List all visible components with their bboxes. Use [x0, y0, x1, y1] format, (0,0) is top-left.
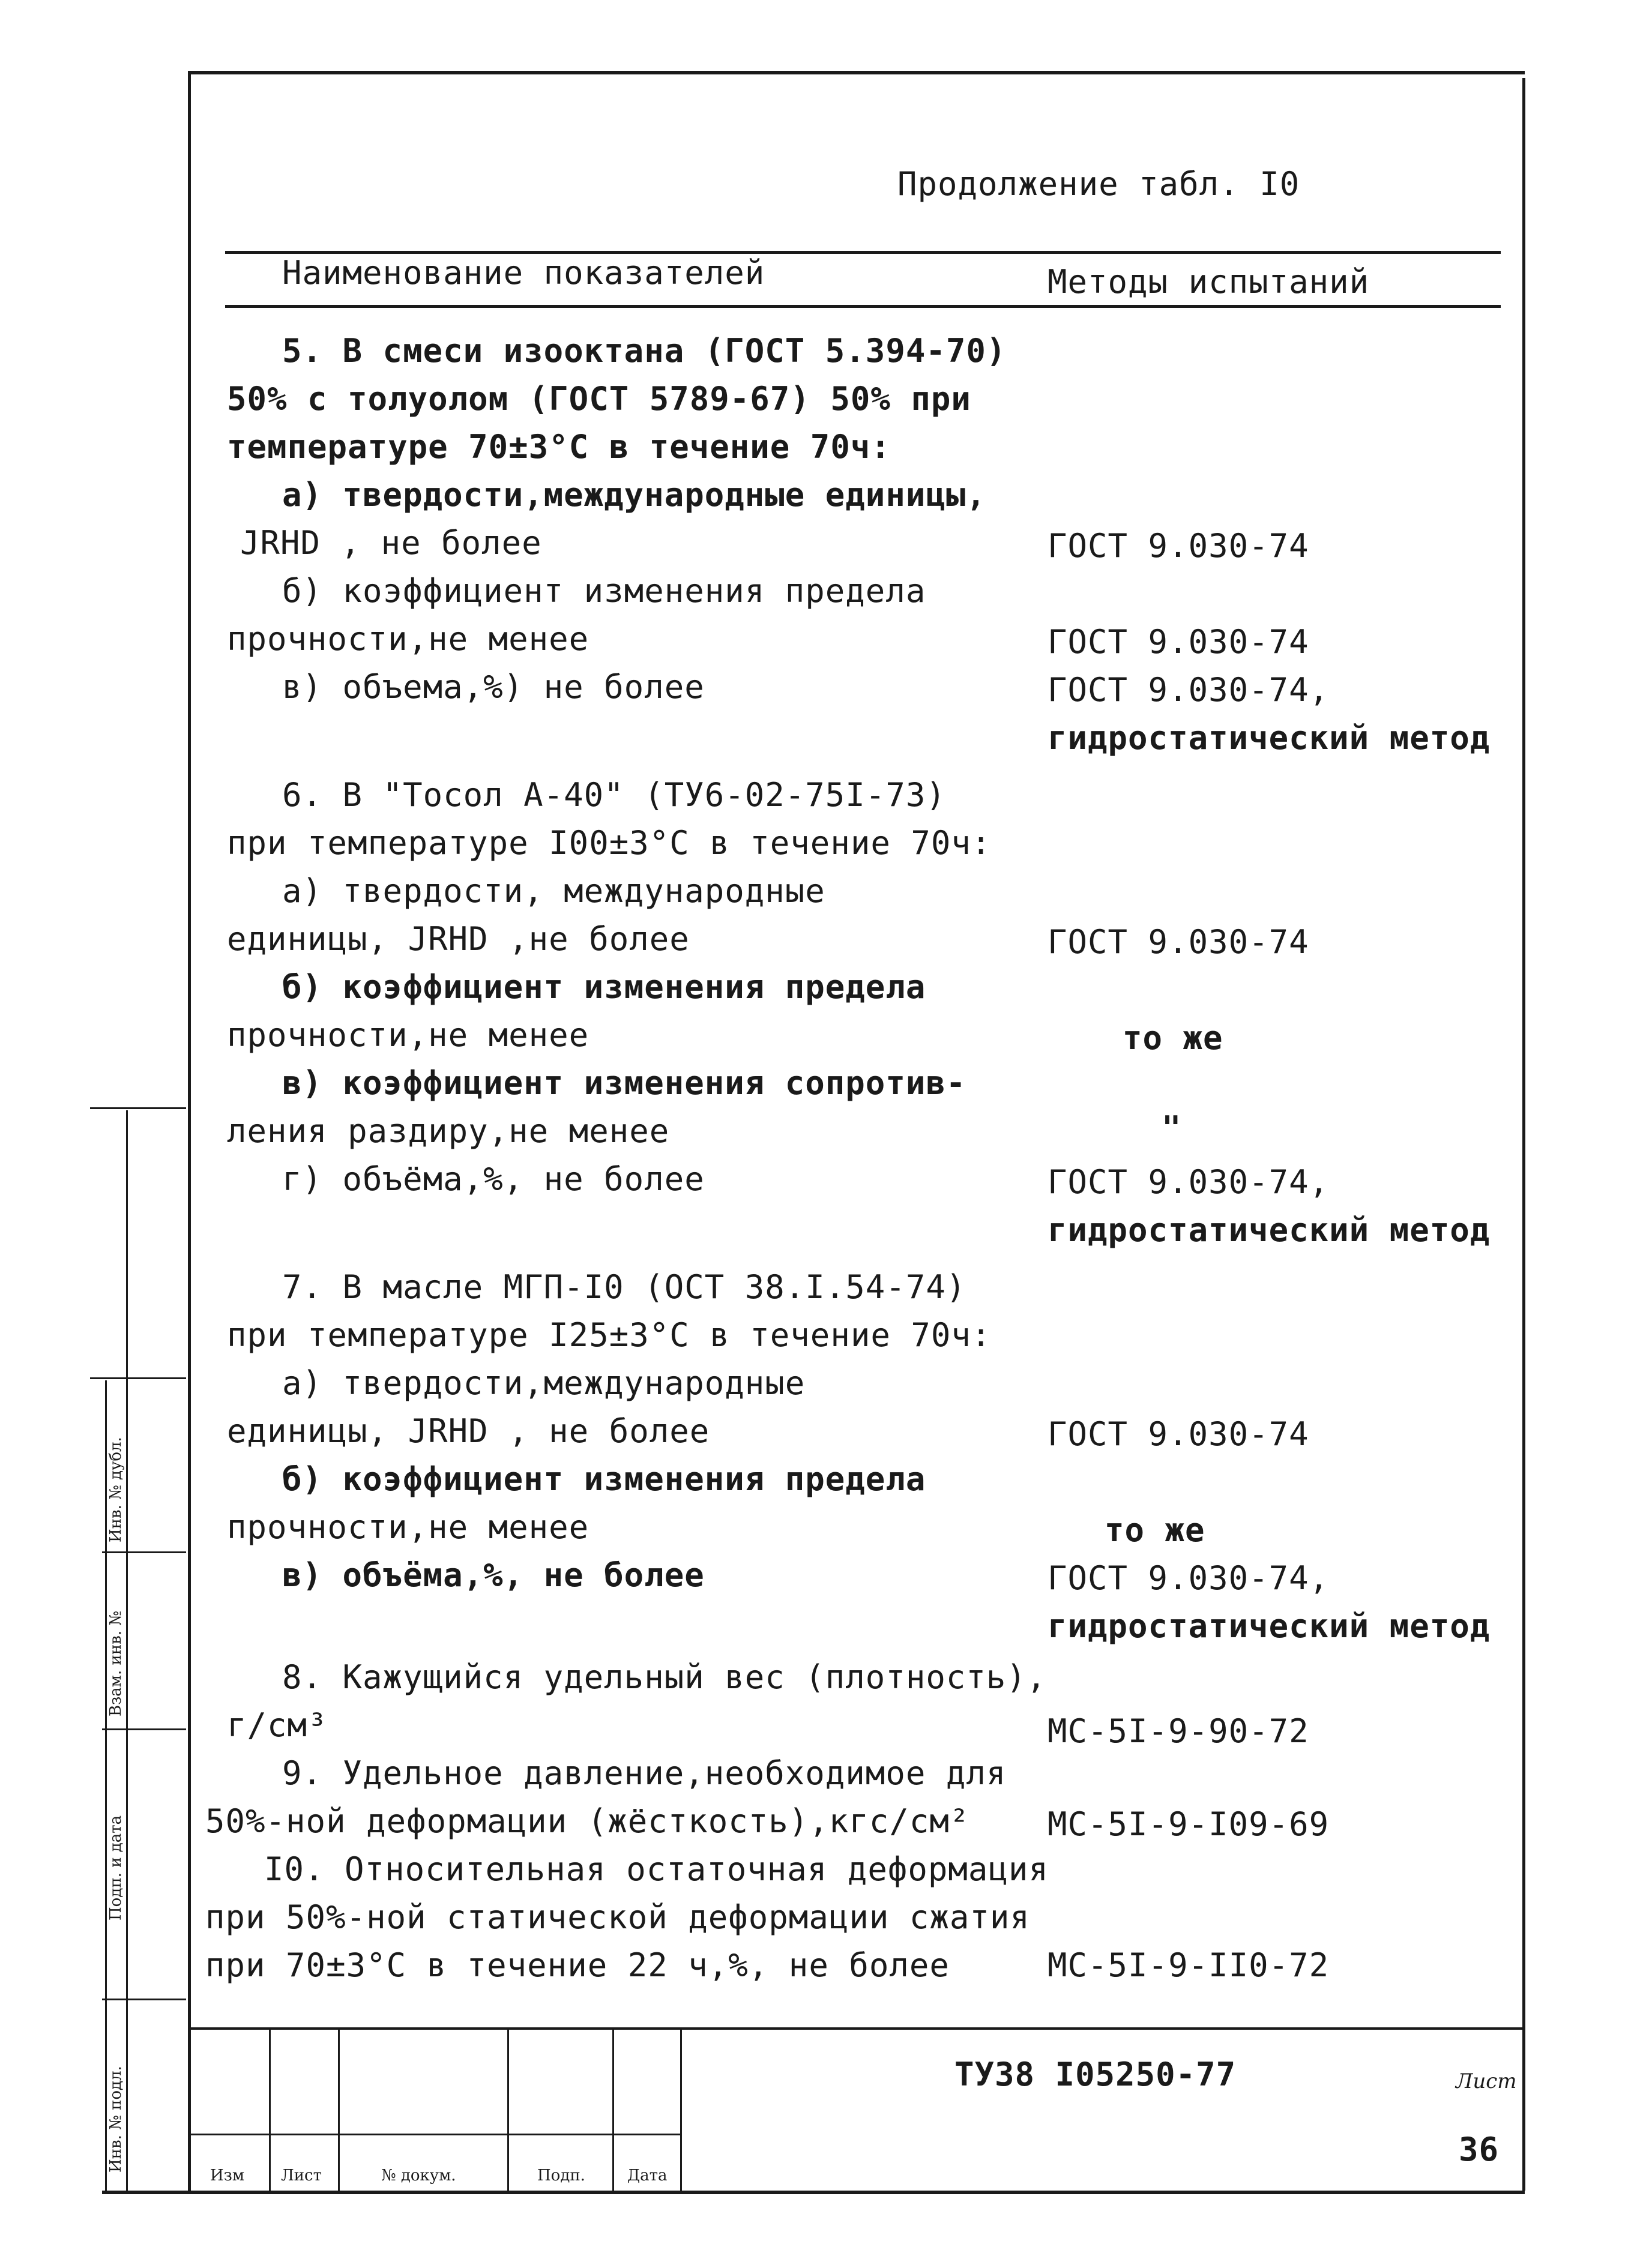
table-row: 50%-ной деформации (жёсткость),кгс/см² [205, 1802, 970, 1840]
sheet-label: Лист [1456, 2069, 1517, 2093]
stamp-top-rule [189, 2027, 1525, 2030]
method-cell: гидростатический метод [1048, 1607, 1491, 1645]
table-row: а) твердости, международные [282, 872, 825, 910]
margin-tick [90, 1377, 186, 1379]
table-row: прочности,не менее [227, 620, 589, 658]
table-row: а) твердости,международные единицы, [282, 476, 986, 514]
stamp-div [507, 2029, 509, 2191]
table-row: б) коэффициент изменения предела [282, 968, 926, 1006]
method-cell: то же [1105, 1511, 1205, 1549]
method-cell: ГОСТ 9.030-74 [1048, 1415, 1309, 1453]
method-cell: ГОСТ 9.030-74 [1048, 527, 1309, 565]
method-cell: МС-5I-9-II0-72 [1048, 1946, 1330, 1984]
table-row: 50% с толуолом (ГОСТ 5789-67) 50% при [227, 380, 971, 418]
ditto-mark: " [1162, 1109, 1182, 1147]
margin-strip-mid [126, 1110, 128, 2191]
table-row: 8. Кажущийся удельный вес (плотность), [282, 1658, 1047, 1696]
table-row: I0. Относительная остаточная деформация [264, 1850, 1049, 1888]
method-cell: ГОСТ 9.030-74 [1048, 623, 1309, 661]
table-row: ления раздиру,не менее [227, 1112, 670, 1150]
stamp-div [612, 2029, 614, 2191]
method-cell: ГОСТ 9.030-74, [1048, 671, 1330, 709]
stamp-div [269, 2029, 271, 2191]
method-cell: гидростатический метод [1048, 719, 1491, 757]
method-cell: МС-5I-9-I09-69 [1048, 1805, 1330, 1843]
stamp-col-date: Дата [627, 2167, 668, 2185]
table-row: прочности,не менее [227, 1016, 589, 1054]
table-row: б) коэффициент изменения предела [282, 572, 926, 610]
document-code: ТУ38 I05250-77 [954, 2056, 1237, 2093]
side-label-inv-podl: Инв. № подл. [107, 2066, 125, 2173]
table-row: JRHD , не более [240, 524, 542, 562]
table-row: при 50%-ной статической деформации сжатия [205, 1898, 1030, 1936]
table-row: г/см³ [227, 1706, 328, 1744]
frame-bottom [102, 2191, 1525, 2194]
table-header-bottom-rule [225, 305, 1501, 308]
table-row: единицы, JRHD , не более [227, 1412, 710, 1450]
table-row: г) объёма,%, не более [282, 1160, 705, 1198]
frame-right [1522, 78, 1525, 2191]
continuation-header: Продолжение табл. I0 [897, 165, 1300, 203]
side-label-podp-data: Подп. и дата [107, 1815, 125, 1921]
method-cell: ГОСТ 9.030-74, [1048, 1163, 1330, 1201]
stamp-col-docnum: № докум. [381, 2167, 456, 2185]
table-row: единицы, JRHD ,не более [227, 920, 690, 958]
method-cell: МС-5I-9-90-72 [1048, 1712, 1309, 1750]
table-row: 9. Удельное давление,необходимое для [282, 1754, 1007, 1792]
method-cell: то же [1123, 1019, 1223, 1057]
table-row: 5. В смеси изооктана (ГОСТ 5.394-70) [282, 332, 1007, 370]
table-row: в) объема,%) не более [282, 668, 705, 706]
method-cell: ГОСТ 9.030-74, [1048, 1559, 1330, 1597]
margin-tick [102, 1728, 186, 1730]
margin-tick [102, 1551, 186, 1553]
stamp-col-izm: Изм [210, 2167, 245, 2185]
table-row: а) твердости,международные [282, 1364, 806, 1402]
stamp-col-sign: Подп. [537, 2167, 585, 2185]
column-header-methods: Методы испытаний [1048, 263, 1370, 301]
margin-tick [102, 1999, 186, 2000]
table-row: в) объёма,%, не более [282, 1556, 705, 1594]
method-cell: ГОСТ 9.030-74 [1048, 923, 1309, 961]
stamp-col-list: Лист [281, 2167, 322, 2185]
method-cell: гидростатический метод [1048, 1211, 1491, 1249]
table-row: при 70±3°С в течение 22 ч,%, не более [205, 1946, 950, 1984]
stamp-div [338, 2029, 340, 2191]
side-label-vzam-inv: Взам. инв. № [107, 1611, 125, 1716]
stamp-div [680, 2029, 682, 2191]
margin-tick [90, 1107, 186, 1109]
side-label-inv-dubl: Инв. № дубл. [107, 1437, 125, 1542]
stamp-row-rule [189, 2134, 681, 2135]
table-row: б) коэффициент изменения предела [282, 1460, 926, 1498]
table-row: температуре 70±3°С в течение 70ч: [227, 428, 891, 466]
column-header-name: Наименование показателей [282, 254, 765, 292]
table-row: при температуре I25±3°С в течение 70ч: [227, 1316, 992, 1354]
table-row: при температуре I00±3°С в течение 70ч: [227, 824, 992, 862]
table-row: 7. В масле МГП-I0 (ОСТ 38.I.54-74) [282, 1268, 966, 1306]
table-row: прочности,не менее [227, 1508, 589, 1546]
table-row: в) коэффициент изменения сопротив- [282, 1064, 966, 1102]
frame-left [188, 71, 191, 2192]
table-row: 6. В "Тосол А-40" (ТУ6-02-75I-73) [282, 776, 946, 814]
frame-top [189, 71, 1525, 74]
sheet-number: 36 [1459, 2131, 1500, 2168]
